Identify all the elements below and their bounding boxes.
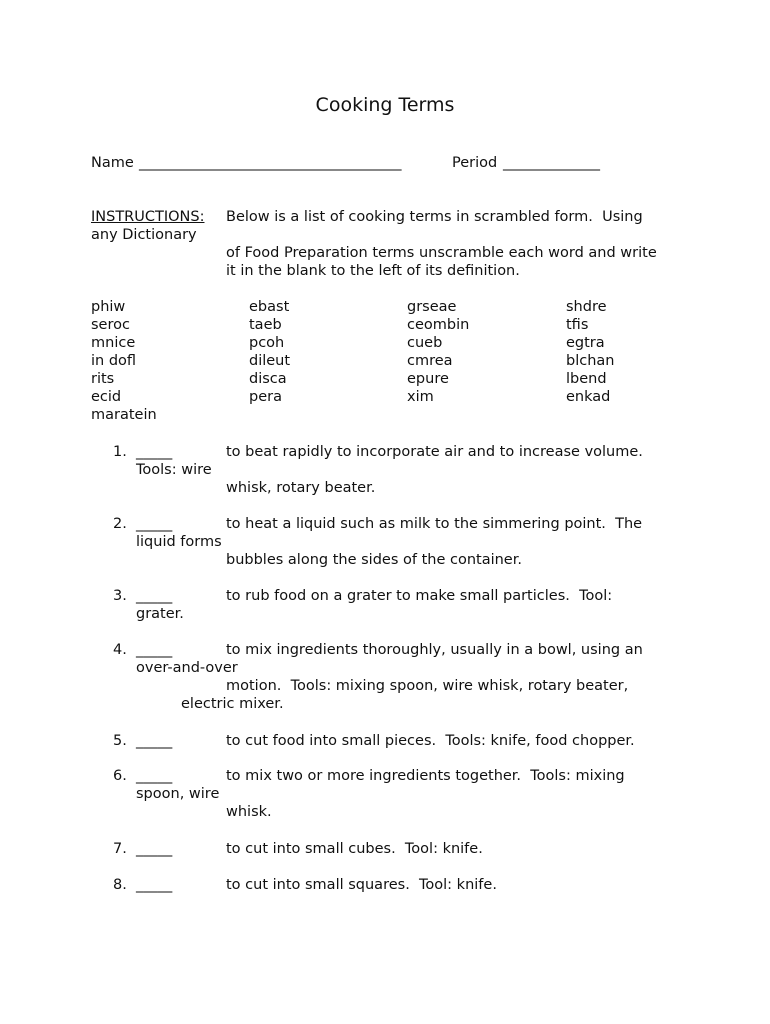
scrambled-word: ebast	[249, 299, 290, 315]
item-definition-cont: whisk, rotary beater.	[226, 480, 376, 496]
scrambled-word: blchan	[566, 353, 615, 369]
scrambled-word: ecid	[91, 389, 122, 405]
scrambled-word: egtra	[566, 335, 605, 351]
scrambled-word: tfis	[566, 317, 589, 333]
item-definition-cont: motion. Tools: mixing spoon, wire whisk, rotary beater,	[226, 678, 629, 694]
answer-blank[interactable]: _____	[136, 444, 173, 460]
scrambled-word: enkad	[566, 389, 611, 405]
scrambled-word: cueb	[407, 335, 443, 351]
item-number: 6.	[113, 768, 127, 784]
item-definition: to heat a liquid such as milk to the simmering point. The	[226, 516, 643, 532]
answer-blank[interactable]: _____	[136, 733, 173, 749]
page-title: Cooking Terms	[315, 94, 455, 116]
scrambled-word: grseae	[407, 299, 457, 315]
scrambled-word: taeb	[249, 317, 282, 333]
item-definition-wrap: spoon, wire	[136, 786, 220, 802]
scrambled-word: mnice	[91, 335, 136, 351]
name-blank[interactable]: ______________________________________	[139, 155, 402, 171]
item-definition: to mix two or more ingredients together. Tools: mixing	[226, 768, 625, 784]
item-definition: to cut food into small pieces. Tools: knife, food chopper.	[226, 733, 635, 749]
scrambled-word: xim	[407, 389, 434, 405]
scrambled-word: lbend	[566, 371, 607, 387]
scrambled-word: seroc	[91, 317, 130, 333]
answer-blank[interactable]: _____	[136, 877, 173, 893]
item-number: 1.	[113, 444, 127, 460]
scrambled-word: ceombin	[407, 317, 470, 333]
scrambled-word: shdre	[566, 299, 607, 315]
item-definition: to cut into small cubes. Tool: knife.	[226, 841, 483, 857]
answer-blank[interactable]: _____	[136, 768, 173, 784]
item-definition-cont: whisk.	[226, 804, 272, 820]
item-number: 5.	[113, 733, 127, 749]
answer-blank[interactable]: _____	[136, 588, 173, 604]
item-definition-cont: bubbles along the sides of the container.	[226, 552, 522, 568]
period-blank[interactable]: ______________	[503, 155, 600, 171]
instructions-label: INSTRUCTIONS:	[91, 209, 205, 225]
scrambled-word: phiw	[91, 299, 126, 315]
item-definition-wrap: Tools: wire	[136, 462, 212, 478]
scrambled-word: maratein	[91, 407, 157, 423]
answer-blank[interactable]: _____	[136, 642, 173, 658]
instructions-line-1-wrap: any Dictionary	[91, 227, 197, 243]
scrambled-word: pcoh	[249, 335, 285, 351]
item-definition-wrap: grater.	[136, 606, 184, 622]
item-definition: to beat rapidly to incorporate air and to increase volume.	[226, 444, 643, 460]
item-definition: to rub food on a grater to make small particles. Tool:	[226, 588, 613, 604]
instructions-line-2: of Food Preparation terms unscramble each word and write	[226, 245, 657, 261]
scrambled-word: cmrea	[407, 353, 453, 369]
item-number: 4.	[113, 642, 127, 658]
scrambled-word: rits	[91, 371, 115, 387]
scrambled-word: dileut	[249, 353, 291, 369]
item-definition-wrap: liquid forms	[136, 534, 222, 550]
period-label: Period	[452, 155, 498, 171]
item-definition: to cut into small squares. Tool: knife.	[226, 877, 497, 893]
item-number: 3.	[113, 588, 127, 604]
instructions-line-1: Below is a list of cooking terms in scrambled form. Using	[226, 209, 643, 225]
item-definition: to mix ingredients thoroughly, usually in a bowl, using an	[226, 642, 643, 658]
scrambled-word: pera	[249, 389, 282, 405]
answer-blank[interactable]: _____	[136, 841, 173, 857]
scrambled-word: in dofl	[91, 353, 137, 369]
name-label: Name	[91, 155, 134, 171]
answer-blank[interactable]: _____	[136, 516, 173, 532]
item-definition-wrap: electric mixer.	[181, 696, 284, 712]
item-number: 2.	[113, 516, 127, 532]
scrambled-word: epure	[407, 371, 449, 387]
instructions-line-3: it in the blank to the left of its definition.	[226, 263, 520, 279]
item-number: 8.	[113, 877, 127, 893]
item-number: 7.	[113, 841, 127, 857]
scrambled-word: disca	[249, 371, 287, 387]
item-definition-wrap: over-and-over	[136, 660, 238, 676]
